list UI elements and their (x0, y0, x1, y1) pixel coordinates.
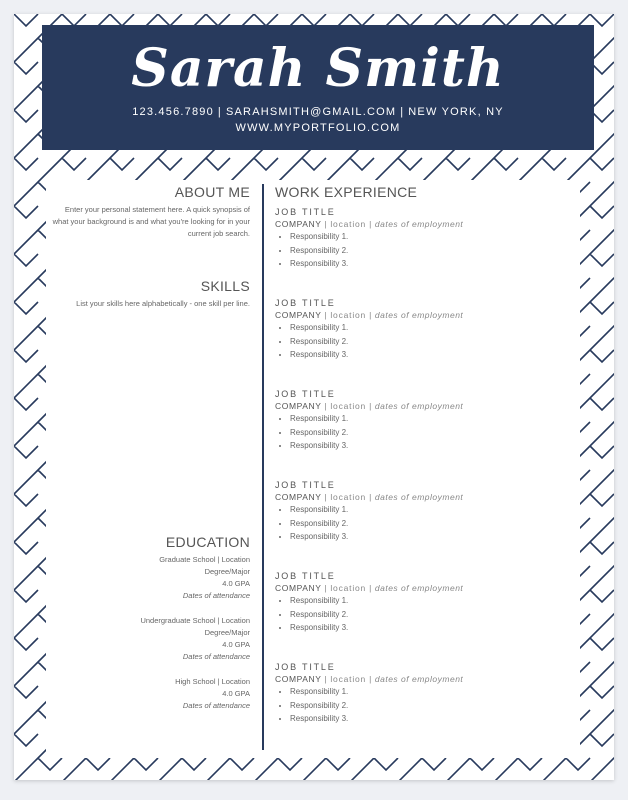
job-list (275, 206, 575, 752)
job-location: location (330, 219, 367, 229)
responsibility-item: • Responsibility 2. (290, 608, 575, 622)
responsibility-item: • Responsibility 2. (290, 244, 575, 258)
job-title: JOB TITLE (275, 571, 336, 581)
location: NEW YORK, NY (408, 106, 504, 118)
job-meta (275, 582, 575, 594)
job-entry (275, 297, 575, 388)
responsibility-item: • Responsibility 2. (290, 426, 575, 440)
degree: Degree/Major (204, 628, 250, 637)
skills-title: SKILLS (200, 278, 250, 294)
separator: | (369, 492, 372, 502)
separator: | (217, 106, 222, 118)
job-meta (275, 673, 575, 685)
job-meta (275, 491, 575, 503)
employment-dates: dates of employment (374, 219, 464, 229)
responsibility-item: • Responsibility 1. (290, 685, 575, 699)
job-entry (275, 206, 575, 297)
responsibility-item: • Responsibility 1. (290, 230, 575, 244)
education-list (46, 554, 250, 725)
responsibility-item: • Responsibility 1. (290, 594, 575, 608)
company: COMPANY (275, 219, 322, 229)
responsibility-item: • Responsibility 1. (290, 321, 575, 335)
responsibility-item: • Responsibility 1. (290, 412, 575, 426)
education-title: EDUCATION (165, 534, 250, 550)
responsibility-item: • Responsibility 2. (290, 699, 575, 713)
resume-body (46, 180, 580, 758)
company: COMPANY (275, 310, 322, 320)
gpa: 4.0 GPA (222, 579, 250, 588)
job-meta (275, 400, 575, 412)
company: COMPANY (275, 492, 322, 502)
responsibility-list (275, 230, 575, 271)
attendance-dates: Dates of attendance (182, 701, 250, 710)
job-location: location (330, 674, 367, 684)
education-item: Undergraduate School | Location Degree/Major 4.0 GPA Dates of attendance (46, 615, 250, 663)
job-location: location (330, 583, 367, 593)
separator: | (369, 401, 372, 411)
responsibility-list (275, 685, 575, 726)
company: COMPANY (275, 583, 322, 593)
school-name: Graduate School (159, 555, 216, 564)
separator: | (324, 401, 328, 411)
job-entry (275, 570, 575, 661)
company: COMPANY (275, 674, 322, 684)
job-meta (275, 218, 575, 230)
separator: | (324, 674, 328, 684)
school-name: High School (175, 677, 216, 686)
separator: | (324, 492, 328, 502)
job-title: JOB TITLE (275, 662, 336, 672)
separator: | (369, 583, 372, 593)
responsibility-item: • Responsibility 2. (290, 517, 575, 531)
responsibility-item: • Responsibility 3. (290, 257, 575, 271)
job-title: JOB TITLE (275, 207, 336, 217)
job-location: location (330, 310, 367, 320)
website: WWW.MYPORTFOLIO.COM (235, 122, 401, 134)
right-column (275, 184, 575, 723)
employment-dates: dates of employment (374, 401, 464, 411)
employment-dates: dates of employment (374, 492, 464, 502)
separator: | (369, 310, 372, 320)
attendance-dates: Dates of attendance (182, 652, 250, 661)
job-title: JOB TITLE (275, 389, 336, 399)
separator: | (324, 583, 328, 593)
responsibility-list (275, 594, 575, 635)
company: COMPANY (275, 401, 322, 411)
contact-line (42, 105, 594, 119)
degree: Degree/Major (204, 567, 250, 576)
phone: 123.456.7890 (132, 106, 214, 118)
employment-dates: dates of employment (374, 583, 464, 593)
separator: | (400, 106, 405, 118)
about-text: Enter your personal statement here. A quick synopsis of what your background is and what you're looking for in your current job search. (52, 205, 250, 238)
responsibility-list (275, 503, 575, 544)
candidate-name: Sarah Smith (131, 38, 505, 99)
employment-dates: dates of employment (374, 310, 464, 320)
responsibility-list (275, 321, 575, 362)
school-location: Location (221, 616, 250, 625)
responsibility-item: • Responsibility 3. (290, 348, 575, 362)
responsibility-item: • Responsibility 2. (290, 335, 575, 349)
gpa: 4.0 GPA (222, 640, 250, 649)
responsibility-list (275, 412, 575, 453)
job-location: location (330, 401, 367, 411)
gpa: 4.0 GPA (222, 689, 250, 698)
education-item: High School | Location 4.0 GPA Dates of attendance (46, 676, 250, 712)
separator: | (369, 674, 372, 684)
education-item: Graduate School | Location Degree/Major 4.0 GPA Dates of attendance (46, 554, 250, 602)
responsibility-item: • Responsibility 3. (290, 712, 575, 726)
responsibility-item: • Responsibility 3. (290, 621, 575, 635)
skills-text: List your skills here alphabetically - one skill per line. (76, 299, 250, 308)
header-banner (42, 25, 594, 150)
job-entry (275, 479, 575, 570)
separator: | (369, 219, 372, 229)
email: SARAHSMITH@GMAIL.COM (225, 106, 397, 118)
job-location: location (330, 492, 367, 502)
responsibility-item: • Responsibility 3. (290, 530, 575, 544)
job-title: JOB TITLE (275, 480, 336, 490)
responsibility-item: • Responsibility 1. (290, 503, 575, 517)
school-name: Undergraduate School (140, 616, 216, 625)
job-entry (275, 388, 575, 479)
column-divider (262, 184, 264, 750)
separator: | (324, 310, 328, 320)
work-experience-title: WORK EXPERIENCE (275, 184, 418, 200)
job-meta (275, 309, 575, 321)
responsibility-item: • Responsibility 3. (290, 439, 575, 453)
job-title: JOB TITLE (275, 298, 336, 308)
job-entry (275, 661, 575, 752)
resume-page (14, 14, 614, 780)
school-location: Location (221, 677, 250, 686)
about-title: ABOUT ME (174, 184, 250, 200)
employment-dates: dates of employment (374, 674, 464, 684)
separator: | (324, 219, 328, 229)
attendance-dates: Dates of attendance (182, 591, 250, 600)
school-location: Location (221, 555, 250, 564)
